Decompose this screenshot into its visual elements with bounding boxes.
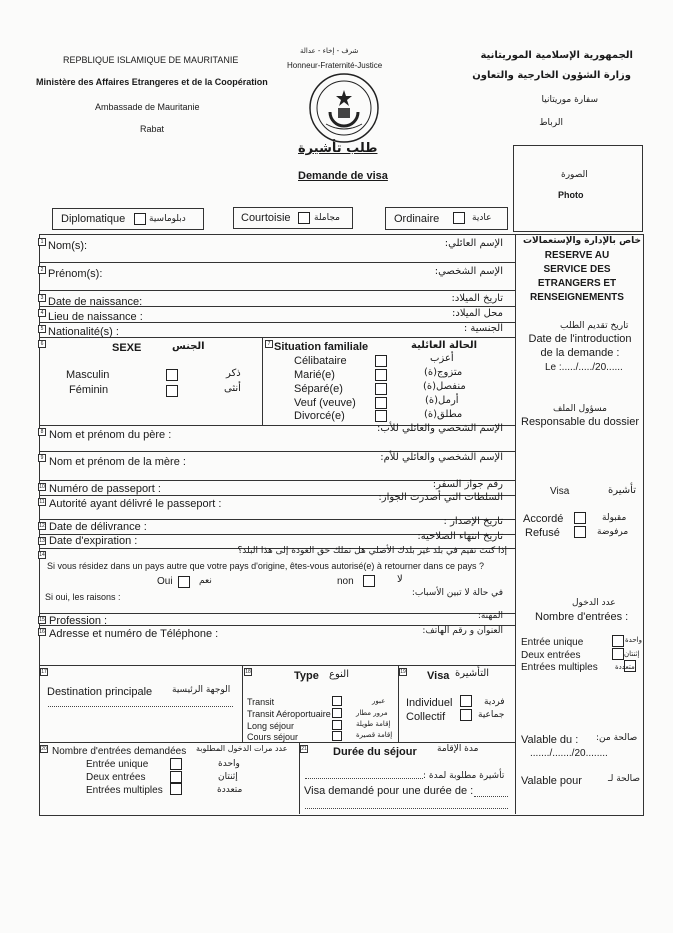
title-ar: طلب تأشيرة [298, 141, 378, 156]
celibataire-label-ar: أعزب [430, 353, 454, 364]
oui-label-ar: نعم [199, 576, 212, 586]
entrees-multiples-checkbox[interactable] [170, 783, 182, 795]
divorce-label: Divorcé(e) [294, 410, 345, 422]
transit-aero-label: Transit Aéroportuaire [247, 709, 331, 719]
admin-unique-checkbox[interactable] [612, 635, 624, 647]
nb-entrees-admin-label: Nombre d'entrées : [535, 611, 629, 623]
separe-checkbox[interactable] [375, 383, 387, 395]
motto-ar: شرف - إخاء - عدالة [300, 47, 359, 55]
admin-deux-label: Deux entrées [521, 650, 581, 661]
sexe-label-ar: الجنس [172, 341, 205, 352]
naissance-label-ar: تاريخ الميلاد: [451, 293, 503, 304]
lieu-label: Lieu de naissance : [48, 311, 143, 323]
profession-input[interactable] [115, 615, 395, 625]
admin-multiples-label: Entrées multiples [521, 662, 598, 673]
reserve-label-ar: خاص بالإدارة والإستعمالات [523, 236, 642, 246]
courtoisie-checkbox[interactable] [298, 212, 310, 224]
nb-entrees-label: Nombre d'entrées demandées [52, 746, 187, 757]
mere-label-ar: الإسم الشخصي والعائلي للأم: [380, 452, 503, 463]
veuf-checkbox[interactable] [375, 397, 387, 409]
marie-label: Marié(e) [294, 369, 335, 381]
situation-label-ar: الحالة العائلية [411, 340, 478, 351]
transit-checkbox[interactable] [332, 696, 342, 706]
photo-label-ar: الصورة [561, 170, 588, 180]
duree-label-ar: مدة الإقامة [437, 744, 479, 754]
oui-checkbox[interactable] [178, 576, 190, 588]
veuf-label: Veuf (veuve) [294, 397, 356, 409]
lieu-input[interactable] [170, 309, 410, 321]
long-sejour-label-ar: إقامة طويلة [356, 720, 391, 728]
duree-demandee-ar: تأشيرة مطلوبة لمدة : [423, 771, 505, 781]
entrees-multiples-label: Entrées multiples [86, 785, 163, 796]
destination-label: Destination principale [47, 686, 153, 698]
profession-label: Profession : [49, 615, 108, 627]
non-label-ar: لا [397, 574, 403, 585]
duree-demandee-input[interactable] [304, 784, 509, 810]
nom-input[interactable] [100, 240, 400, 258]
duree-demandee-label: Visa demandé pour une durée de : [304, 785, 474, 797]
refuse-label: Refusé [525, 527, 560, 539]
type-label: Type [294, 670, 319, 682]
valable-du-label: Valable du : [521, 734, 579, 746]
celibataire-label: Célibataire [294, 355, 347, 367]
expiration-input[interactable] [160, 536, 360, 546]
collectif-label: Collectif [406, 711, 446, 723]
diplomatique-checkbox[interactable] [134, 213, 146, 225]
nationalite-label: Nationalité(s) : [48, 326, 119, 338]
long-sejour-label: Long séjour [247, 721, 295, 731]
feminin-checkbox[interactable] [166, 385, 178, 397]
visa-kind-courtoisie[interactable] [233, 207, 353, 229]
feminin-label-ar: أنثى [224, 383, 241, 394]
header-country-ar: الجمهورية الإسلامية الموريتانية [480, 50, 633, 61]
valable-du-value[interactable]: ......./......./20........ [530, 748, 608, 759]
delivrance-label: Date de délivrance : [49, 521, 147, 533]
feminin-label: Féminin [69, 384, 109, 396]
situation-label: Situation familiale [274, 341, 369, 353]
residence-question-fr: Si vous résidez dans un pays autre que votre pays d'origine, êtes-vous autorisé(e) à retourner dans ce pays ? [47, 561, 484, 571]
type-label-ar: النوع [329, 669, 349, 680]
visa-type-label: Visa [427, 670, 450, 682]
visa-decision-label: Visa [550, 486, 570, 497]
photo-box [513, 145, 643, 232]
marie-checkbox[interactable] [375, 369, 387, 381]
visa-type-label-ar: التأشيرة [455, 668, 490, 679]
lieu-label-ar: محل الميلاد: [452, 308, 503, 319]
separe-label: Séparé(e) [294, 383, 343, 395]
pere-label: Nom et prénom du père : [49, 429, 172, 441]
nationalite-input[interactable] [150, 325, 410, 336]
nb-entrees-label-ar: عدد مرات الدخول المطلوبة [196, 744, 288, 753]
header-embassy-ar: سفارة موريتانيا [541, 95, 598, 105]
court-sejour-checkbox[interactable] [332, 731, 342, 741]
expiration-label: Date d'expiration : [49, 535, 138, 547]
masculin-label: Masculin [66, 369, 110, 381]
autorite-input[interactable] [255, 500, 335, 516]
valable-pour-label-ar: صالحة لـ [608, 774, 641, 784]
destination-input[interactable] [48, 694, 233, 708]
accorde-label-ar: مقبولة [602, 513, 627, 523]
pere-input[interactable] [180, 430, 350, 448]
destination-label-ar: الوجهة الرئيسية [172, 685, 231, 695]
nb-entrees-admin-label-ar: عدد الدخول [572, 598, 616, 608]
header-city: Rabat [140, 124, 165, 134]
prenom-label: Prénom(s): [48, 268, 103, 280]
visa-kind-diplomatique[interactable] [52, 208, 204, 230]
individuel-checkbox[interactable] [460, 695, 472, 707]
date-intro-label: Date de l'introduction de la demande : [528, 333, 632, 359]
ordinaire-checkbox[interactable] [453, 212, 465, 224]
autorite-label-ar: السلطات التي أصدرت الجواز: [378, 492, 503, 503]
pere-label-ar: الإسم الشخصي والعائلي للأب: [376, 423, 503, 434]
nom-label-ar: الإسم العائلي: [444, 238, 503, 249]
mere-label: Nom et prénom de la mère : [49, 456, 186, 468]
visa-decision-label-ar: تأشيرة [608, 485, 636, 496]
diplomatique-label-ar: دبلوماسية [149, 214, 186, 224]
individuel-label-ar: فردية [484, 697, 505, 707]
visa-kind-ordinaire[interactable] [385, 207, 508, 230]
adresse-label-ar: العنوان و رقم الهاتف: [422, 626, 503, 636]
header-city-ar: الرباط [539, 118, 563, 128]
valable-du-label-ar: صالحة من: [596, 733, 638, 743]
passeport-label: Numéro de passeport : [49, 483, 161, 495]
masculin-label-ar: ذكر [226, 368, 241, 379]
entree-unique-label: Entrée unique [86, 759, 149, 770]
accorde-label: Accordé [523, 513, 564, 525]
mere-input[interactable] [190, 457, 350, 475]
diplomatique-label: Diplomatique [61, 213, 126, 225]
passeport-label-ar: رقم جواز السفر: [432, 479, 503, 490]
header-ministry: Ministère des Affaires Etrangeres et de la Coopération [36, 77, 268, 87]
accorde-checkbox[interactable] [574, 512, 586, 524]
non-checkbox[interactable] [363, 575, 375, 587]
masculin-checkbox[interactable] [166, 369, 178, 381]
adresse-input[interactable] [49, 642, 509, 663]
admin-multiples-label-ar: متعددة [615, 663, 635, 671]
prenom-label-ar: الإسم الشخصي: [434, 266, 503, 277]
profession-label-ar: المهنة: [477, 611, 503, 621]
admin-unique-label: Entrée unique [521, 637, 584, 648]
transit-label: Transit [247, 697, 275, 707]
individuel-label: Individuel [406, 697, 453, 709]
photo-label-fr: Photo [558, 190, 584, 200]
celibataire-checkbox[interactable] [375, 355, 387, 367]
transit-label-ar: عبور [372, 697, 386, 705]
separe-label-ar: منفصل(ة) [423, 381, 466, 392]
courtoisie-label-ar: مجاملة [314, 213, 340, 223]
marie-label-ar: متزوج(ة) [424, 367, 463, 378]
ordinaire-label-ar: عادية [472, 213, 492, 223]
entree-unique-checkbox[interactable] [170, 758, 182, 770]
court-sejour-label-ar: إقامة قصيرة [356, 731, 393, 739]
admin-unique-label-ar: واحدة [625, 636, 642, 644]
delivrance-label-ar: تاريخ الإصدار : [443, 516, 503, 527]
entree-unique-label-ar: واحدة [218, 759, 240, 769]
divorce-checkbox[interactable] [375, 410, 387, 422]
deux-entrees-label-ar: إثنتان [218, 772, 238, 782]
naissance-input[interactable] [170, 293, 410, 305]
adresse-label: Adresse et numéro de Téléphone : [49, 628, 219, 640]
motto-fr: Honneur-Fraternité-Justice [287, 61, 383, 70]
raisons-label-ar: في حالة لا تبين الأسباب: [411, 588, 503, 598]
entrees-multiples-label-ar: متعددة [217, 785, 243, 795]
responsable-label-ar: مسؤول الملف [553, 404, 607, 414]
naissance-label: Date de naissance: [48, 296, 143, 308]
admin-deux-label-ar: إثنتان [624, 650, 640, 658]
national-seal [308, 72, 380, 144]
nom-label: Nom(s): [48, 240, 88, 252]
divorce-label-ar: مطلق(ة) [424, 409, 463, 420]
oui-label: Oui [157, 576, 173, 587]
header-embassy: Ambassade de Mauritanie [95, 102, 200, 112]
non-label: non [337, 576, 354, 587]
raisons-label: Si oui, les raisons : [45, 592, 121, 602]
refuse-label-ar: مرفوضة [597, 527, 629, 537]
prenom-input[interactable] [110, 268, 400, 286]
header-country: REPBLIQUE ISLAMIQUE DE MAURITANIE [63, 55, 239, 65]
responsable-label: Responsable du dossier [521, 416, 640, 428]
date-intro-label-ar: تاريخ تقديم الطلب [560, 321, 629, 331]
transit-aero-checkbox[interactable] [332, 708, 342, 718]
valable-pour-label: Valable pour [521, 775, 582, 787]
nationalite-label-ar: الجنسية : [463, 323, 503, 334]
residence-question-ar: إذا كنت تقيم في بلد غير بلدك الأصلي هل تملك حق العودة إلى هذا البلد؟ [237, 546, 507, 556]
deux-entrees-checkbox[interactable] [170, 771, 182, 783]
refuse-checkbox[interactable] [574, 526, 586, 538]
date-intro-value[interactable]: Le :...../...../20...... [545, 362, 623, 373]
collectif-label-ar: جماعية [478, 710, 505, 720]
duree-label: Durée du séjour [333, 746, 417, 758]
long-sejour-checkbox[interactable] [332, 720, 342, 730]
ordinaire-label: Ordinaire [394, 213, 440, 225]
passeport-input[interactable] [165, 483, 365, 494]
court-sejour-label: Cours séjour [247, 732, 299, 742]
sexe-label: SEXE [112, 342, 142, 354]
admin-deux-checkbox[interactable] [612, 648, 624, 660]
header-ministry-ar: وزارة الشؤون الخارجية والتعاون [472, 70, 631, 81]
expiration-label-ar: تاريخ انتهاء الصلاحية: [417, 531, 503, 542]
title-fr: Demande de visa [298, 170, 388, 182]
courtoisie-label: Courtoisie [241, 212, 291, 224]
delivrance-input[interactable] [160, 521, 360, 532]
veuf-label-ar: أرمل(ة) [425, 395, 459, 406]
transit-aero-label-ar: مرور مطار [356, 709, 388, 717]
autorite-label: Autorité ayant délivré le passeport : [49, 498, 222, 510]
deux-entrees-label: Deux entrées [86, 772, 146, 783]
reserve-label: RESERVE AU SERVICE DES ETRANGERS ET RENSEIGNEMENTS [530, 250, 624, 303]
raisons-input[interactable] [125, 591, 375, 609]
collectif-checkbox[interactable] [460, 709, 472, 721]
